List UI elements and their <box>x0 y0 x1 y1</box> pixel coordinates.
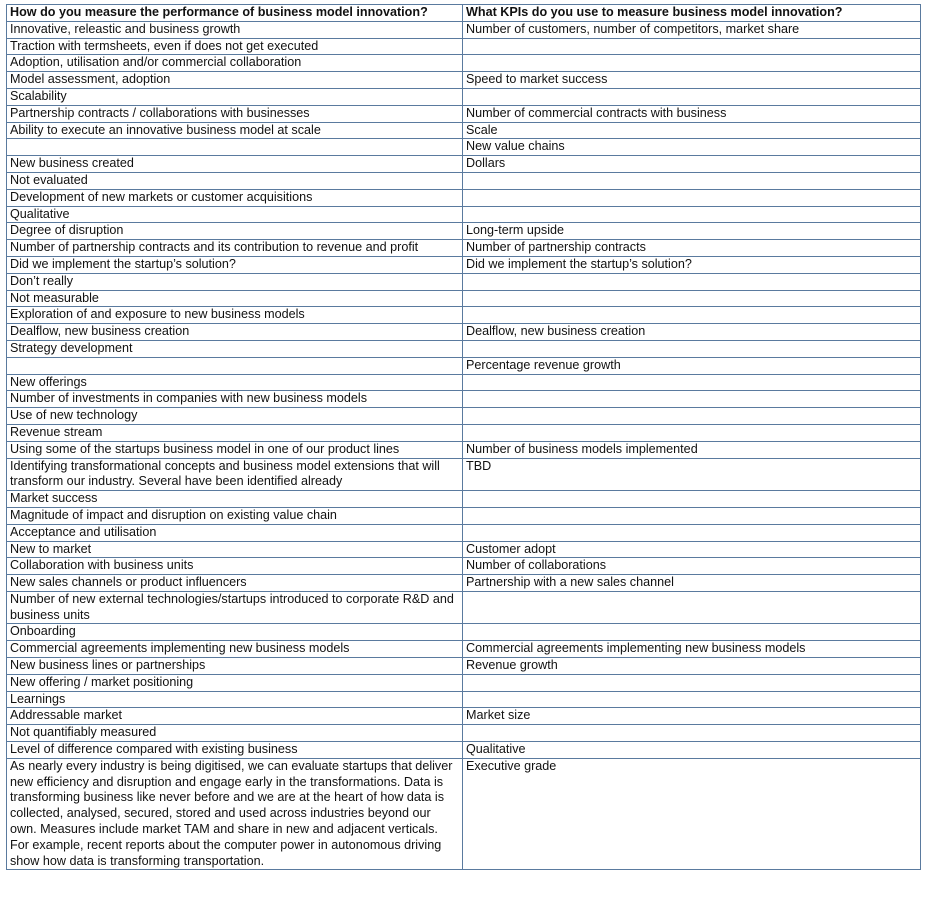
kpi-cell: Percentage revenue growth <box>463 357 921 374</box>
table-row <box>7 105 921 122</box>
performance-cell: Not measurable <box>7 290 463 307</box>
header-row <box>7 5 921 22</box>
table-row <box>7 290 921 307</box>
performance-cell <box>7 139 463 156</box>
table-row <box>7 725 921 742</box>
table-row <box>7 507 921 524</box>
kpi-cell <box>463 507 921 524</box>
table-row <box>7 691 921 708</box>
header-performance: How do you measure the performance of business model innovation? <box>7 5 463 22</box>
table-row <box>7 524 921 541</box>
table-row <box>7 742 921 759</box>
kpi-cell <box>463 725 921 742</box>
kpi-cell: Number of customers, number of competitors, market share <box>463 21 921 38</box>
performance-cell: Scalability <box>7 88 463 105</box>
table-row <box>7 424 921 441</box>
performance-cell: Market success <box>7 491 463 508</box>
table-row <box>7 324 921 341</box>
kpi-cell: Market size <box>463 708 921 725</box>
table-row <box>7 674 921 691</box>
table-row <box>7 758 921 870</box>
kpi-cell <box>463 340 921 357</box>
performance-cell: Adoption, utilisation and/or commercial collaboration <box>7 55 463 72</box>
table-row <box>7 172 921 189</box>
performance-cell: Number of partnership contracts and its contribution to revenue and profit <box>7 240 463 257</box>
performance-cell: Number of investments in companies with new business models <box>7 391 463 408</box>
table-row <box>7 591 921 624</box>
performance-cell: Not evaluated <box>7 172 463 189</box>
performance-cell: Use of new technology <box>7 408 463 425</box>
performance-cell: Did we implement the startup’s solution? <box>7 256 463 273</box>
performance-cell: Innovative, releastic and business growth <box>7 21 463 38</box>
table-row <box>7 223 921 240</box>
table-row <box>7 256 921 273</box>
kpi-cell: New value chains <box>463 139 921 156</box>
kpi-cell: Executive grade <box>463 758 921 870</box>
table-row <box>7 658 921 675</box>
table-row <box>7 575 921 592</box>
table-row <box>7 391 921 408</box>
table-row <box>7 441 921 458</box>
table-row <box>7 408 921 425</box>
kpi-cell <box>463 55 921 72</box>
kpi-cell: Number of partnership contracts <box>463 240 921 257</box>
kpi-cell: Did we implement the startup’s solution? <box>463 256 921 273</box>
table-row <box>7 541 921 558</box>
performance-cell: Partnership contracts / collaborations with businesses <box>7 105 463 122</box>
table-row <box>7 273 921 290</box>
performance-cell: Magnitude of impact and disruption on existing value chain <box>7 507 463 524</box>
kpi-cell <box>463 424 921 441</box>
kpi-cell <box>463 374 921 391</box>
performance-cell: Learnings <box>7 691 463 708</box>
kpi-cell <box>463 273 921 290</box>
table-row <box>7 139 921 156</box>
kpi-cell: Number of collaborations <box>463 558 921 575</box>
performance-cell: New to market <box>7 541 463 558</box>
performance-cell: Exploration of and exposure to new business models <box>7 307 463 324</box>
performance-cell: Development of new markets or customer acquisitions <box>7 189 463 206</box>
table-row <box>7 374 921 391</box>
kpi-cell <box>463 88 921 105</box>
performance-cell: Strategy development <box>7 340 463 357</box>
table-row <box>7 307 921 324</box>
performance-cell: Qualitative <box>7 206 463 223</box>
kpi-cell <box>463 624 921 641</box>
table-row <box>7 122 921 139</box>
kpi-cell <box>463 591 921 624</box>
table-row <box>7 240 921 257</box>
kpi-cell: Commercial agreements implementing new business models <box>463 641 921 658</box>
performance-cell: New business created <box>7 156 463 173</box>
kpi-cell: Number of business models implemented <box>463 441 921 458</box>
table-row <box>7 21 921 38</box>
performance-cell: Ability to execute an innovative business model at scale <box>7 122 463 139</box>
performance-cell: Onboarding <box>7 624 463 641</box>
kpi-cell <box>463 38 921 55</box>
kpi-cell: Dealflow, new business creation <box>463 324 921 341</box>
performance-cell: Number of new external technologies/startups introduced to corporate R&D and business units <box>7 591 463 624</box>
performance-cell: Model assessment, adoption <box>7 72 463 89</box>
kpi-cell: Customer adopt <box>463 541 921 558</box>
performance-cell <box>7 357 463 374</box>
kpi-cell: Partnership with a new sales channel <box>463 575 921 592</box>
kpi-cell: Revenue growth <box>463 658 921 675</box>
table-row <box>7 38 921 55</box>
kpi-cell <box>463 172 921 189</box>
kpi-cell <box>463 206 921 223</box>
performance-cell: Traction with termsheets, even if does not get executed <box>7 38 463 55</box>
kpi-cell <box>463 524 921 541</box>
kpi-cell <box>463 491 921 508</box>
performance-cell: Identifying transformational concepts and business model extensions that will transform our industry. Several have been identified already <box>7 458 463 491</box>
performance-cell: New sales channels or product influencers <box>7 575 463 592</box>
kpi-cell <box>463 307 921 324</box>
performance-cell: Level of difference compared with existing business <box>7 742 463 759</box>
survey-table-container <box>6 4 920 870</box>
performance-cell: Don’t really <box>7 273 463 290</box>
table-row <box>7 72 921 89</box>
performance-cell: Using some of the startups business model in one of our product lines <box>7 441 463 458</box>
performance-cell: Addressable market <box>7 708 463 725</box>
kpi-cell <box>463 674 921 691</box>
table-row <box>7 708 921 725</box>
table-row <box>7 491 921 508</box>
kpi-cell: Long-term upside <box>463 223 921 240</box>
performance-cell: Not quantifiably measured <box>7 725 463 742</box>
kpi-cell: Number of commercial contracts with business <box>463 105 921 122</box>
kpi-cell <box>463 290 921 307</box>
performance-cell: Commercial agreements implementing new business models <box>7 641 463 658</box>
performance-cell: New offering / market positioning <box>7 674 463 691</box>
performance-cell: Dealflow, new business creation <box>7 324 463 341</box>
survey-table <box>6 4 921 870</box>
kpi-cell <box>463 408 921 425</box>
kpi-cell: Qualitative <box>463 742 921 759</box>
table-row <box>7 156 921 173</box>
table-row <box>7 641 921 658</box>
kpi-cell: Scale <box>463 122 921 139</box>
table-row <box>7 558 921 575</box>
performance-cell: Revenue stream <box>7 424 463 441</box>
table-row <box>7 55 921 72</box>
kpi-cell <box>463 391 921 408</box>
performance-cell: Degree of disruption <box>7 223 463 240</box>
table-row <box>7 624 921 641</box>
table-row <box>7 357 921 374</box>
kpi-cell <box>463 691 921 708</box>
kpi-cell: Speed to market success <box>463 72 921 89</box>
table-row <box>7 88 921 105</box>
header-kpi: What KPIs do you use to measure business model innovation? <box>463 5 921 22</box>
table-body <box>7 21 921 870</box>
kpi-cell <box>463 189 921 206</box>
kpi-cell: TBD <box>463 458 921 491</box>
table-row <box>7 340 921 357</box>
performance-cell: Acceptance and utilisation <box>7 524 463 541</box>
table-row <box>7 458 921 491</box>
kpi-cell: Dollars <box>463 156 921 173</box>
table-row <box>7 206 921 223</box>
performance-cell: New business lines or partnerships <box>7 658 463 675</box>
performance-cell: New offerings <box>7 374 463 391</box>
performance-cell: Collaboration with business units <box>7 558 463 575</box>
table-row <box>7 189 921 206</box>
performance-cell: As nearly every industry is being digitised, we can evaluate startups that deliver new efficiency and disruption and engage early in the transformations. Data is transforming business like never before and we are at the heart of how data is collected, analysed, secured, stored and used across industries beyond our own. Measures include market TAM and share in new and adjacent verticals. For example, recent reports about the computer power in autonomous driving show how data is transforming transportation. <box>7 758 463 870</box>
